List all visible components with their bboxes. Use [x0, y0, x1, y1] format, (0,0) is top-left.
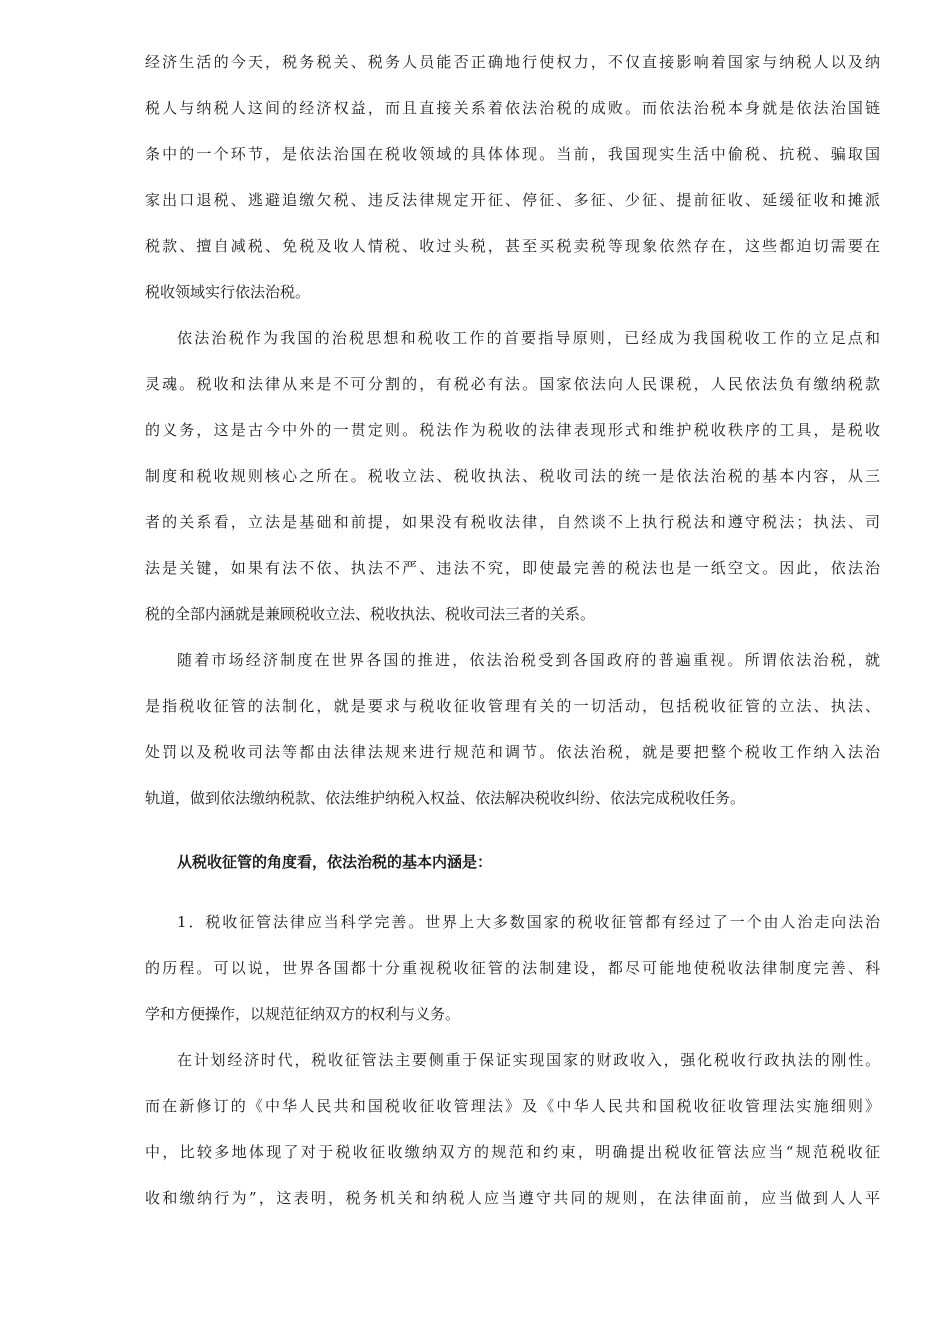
paragraph-1	[145, 50, 880, 326]
paragraph-line: 者的关系看，立法是基础和前提，如果没有税收法律，自然谈不上执行税法和遵守税法；执法、司	[145, 513, 880, 531]
paragraph-line: 税收领域实行依法治税。	[145, 283, 311, 301]
paragraph-3	[145, 648, 880, 832]
paragraph-line: 学和方便操作，以规范征纳双方的权利与义务。	[145, 1005, 461, 1023]
paragraph-line: 制度和税收规则核心之所在。税收立法、税收执法、税收司法的统一是依法治税的基本内容，从三	[145, 467, 880, 485]
paragraph-line: 的历程。可以说，世界各国都十分重视税收征管的法制建设，都尽可能地使税收法律制度完善、科	[145, 959, 880, 977]
paragraph-4	[145, 910, 880, 1048]
paragraph-line: 税款、擅自减税、免税及收人情税、收过头税，甚至买税卖税等现象依然存在，这些都迫切需要在	[145, 237, 880, 255]
paragraph-line: 收和缴纳行为”，这表明，税务机关和纳税人应当遵守共同的规则，在法律面前，应当做到人人平	[145, 1189, 880, 1207]
paragraph-2	[145, 326, 880, 648]
paragraph-line: 是指税收征管的法制化，就是要求与税收征收管理有关的一切活动，包括税收征管的立法、执法、	[145, 697, 880, 715]
paragraph-line: 处罚以及税收司法等都由法律法规来进行规范和调节。依法治税，就是要把整个税收工作纳入法治	[145, 743, 880, 761]
paragraph-line: 家出口退税、逃避追缴欠税、违反法律规定开征、停征、多征、少征、提前征收、延缓征收和摊派	[145, 191, 880, 209]
paragraph-line: 条中的一个环节，是依法治国在税收领域的具体体现。当前，我国现实生活中偷税、抗税、骗取国	[145, 145, 880, 163]
paragraph-line: 经济生活的今天，税务税关、税务人员能否正确地行使权力，不仅直接影响着国家与纳税人以及纳	[145, 53, 880, 71]
paragraph-line: 中，比较多地体现了对于税收征收缴纳双方的规范和约束，明确提出税收征管法应当“规范税收征	[145, 1143, 880, 1161]
paragraph-line: 1．税收征管法律应当科学完善。世界上大多数国家的税收征管都有经过了一个由人治走向法治	[177, 913, 880, 931]
section-heading: 从税收征管的角度看，依法治税的基本内涵是：	[177, 853, 493, 871]
paragraph-line: 税人与纳税人这间的经济权益，而且直接关系着依法治税的成败。而依法治税本身就是依法治国链	[145, 99, 880, 117]
paragraph-line: 随着市场经济制度在世界各国的推进，依法治税受到各国政府的普遍重视。所谓依法治税，就	[177, 651, 880, 669]
paragraph-line: 而在新修订的《中华人民共和国税收征收管理法》及《中华人民共和国税收征收管理法实施细则》	[145, 1097, 880, 1115]
paragraph-line: 法是关键，如果有法不依、执法不严、违法不究，即使最完善的税法也是一纸空文。因此，依法治	[145, 559, 880, 577]
paragraph-5	[145, 1048, 880, 1232]
paragraph-line: 依法治税作为我国的治税思想和税收工作的首要指导原则，已经成为我国税收工作的立足点和	[177, 329, 880, 347]
paragraph-line: 税的全部内涵就是兼顾税收立法、税收执法、税收司法三者的关系。	[145, 605, 596, 623]
paragraph-line: 灵魂。税收和法律从来是不可分割的，有税必有法。国家依法向人民课税，人民依法负有缴纳税款	[145, 375, 880, 393]
paragraph-line: 的义务，这是古今中外的一贯定则。税法作为税收的法律表现形式和维护税收秩序的工具，是税收	[145, 421, 880, 439]
paragraph-line: 在计划经济时代，税收征管法主要侧重于保证实现国家的财政收入，强化税收行政执法的刚性。	[177, 1051, 880, 1069]
paragraph-line: 轨道，做到依法缴纳税款、依法维护纳税入权益、依法解决税收纠纷、依法完成税收任务。	[145, 789, 746, 807]
